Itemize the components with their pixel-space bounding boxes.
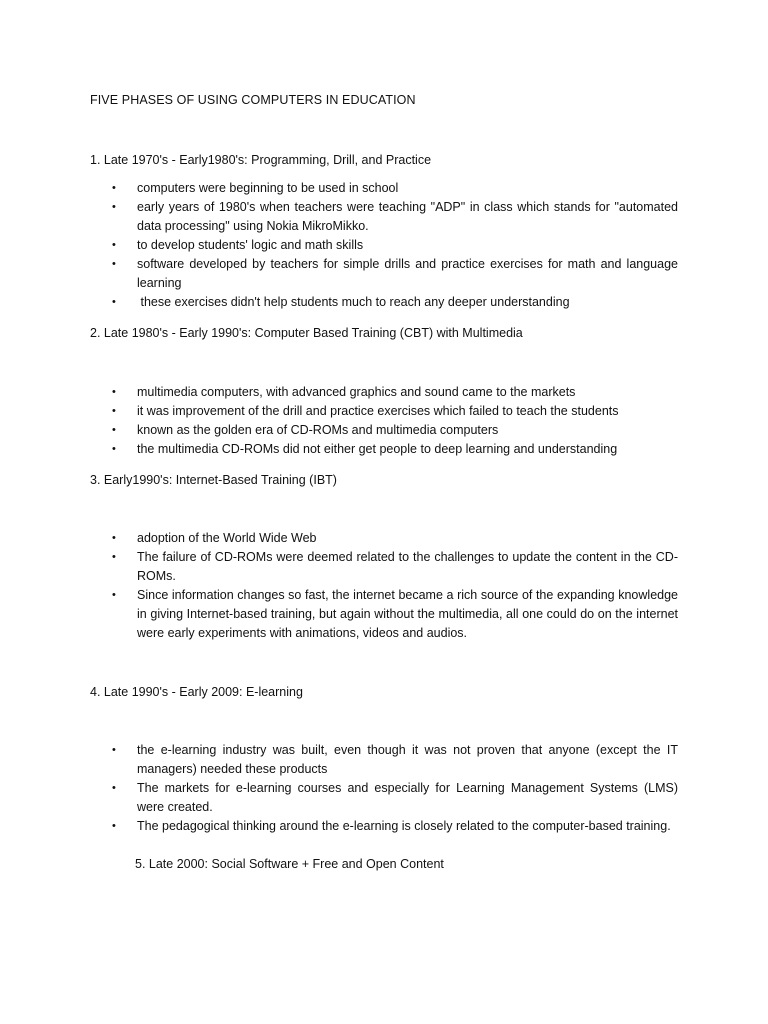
bullet-icon: • xyxy=(112,782,116,794)
list-item xyxy=(112,440,678,459)
bullet-icon: • xyxy=(112,201,116,213)
list-item xyxy=(112,741,678,779)
bullet-icon: • xyxy=(112,443,116,455)
list-item xyxy=(112,198,678,236)
bullet-text: computers were beginning to be used in school xyxy=(137,181,399,195)
list-item xyxy=(112,293,678,312)
bullet-icon: • xyxy=(112,182,116,194)
list-item xyxy=(112,779,678,817)
section-5-heading: 5. Late 2000: Social Software + Free and Open Content xyxy=(135,857,444,871)
section-2-heading: 2. Late 1980's - Early 1990's: Computer Based Training (CBT) with Multimedia xyxy=(90,326,523,340)
bullet-text: the multimedia CD-ROMs did not either get people to deep learning and understanding xyxy=(137,442,618,456)
bullet-icon: • xyxy=(112,296,116,308)
bullet-icon: • xyxy=(112,744,116,756)
section-4-heading: 4. Late 1990's - Early 2009: E-learning xyxy=(90,685,303,699)
bullet-icon: • xyxy=(112,258,116,270)
list-item xyxy=(112,179,678,198)
bullet-icon: • xyxy=(112,239,116,251)
bullet-text: adoption of the World Wide Web xyxy=(137,531,317,545)
bullet-text: early years of 1980's when teachers were teaching "ADP" in class which stands for "automated data processing" using Nokia MikroMikko. xyxy=(137,200,678,233)
bullet-text: software developed by teachers for simple drills and practice exercises for math and language learning xyxy=(137,257,678,290)
bullet-text: Since information changes so fast, the internet became a rich source of the expanding knowledge in giving Internet-based training, but again without the multimedia, all one could do on the internet were early experiments with animations, videos and audios. xyxy=(137,588,678,640)
list-item xyxy=(112,421,678,440)
bullet-text: these exercises didn't help students much to reach any deeper understanding xyxy=(137,295,570,309)
bullet-text: to develop students' logic and math skills xyxy=(137,238,364,252)
bullet-text: multimedia computers, with advanced graphics and sound came to the markets xyxy=(137,385,576,399)
bullet-text: The failure of CD-ROMs were deemed related to the challenges to update the content in the CD-ROMs. xyxy=(137,550,678,583)
list-item xyxy=(112,255,678,293)
section-3-heading: 3. Early1990's: Internet-Based Training (IBT) xyxy=(90,473,337,487)
list-item xyxy=(112,383,678,402)
bullet-icon: • xyxy=(112,820,116,832)
list-item xyxy=(112,529,678,548)
section-4-bullet-list xyxy=(112,741,678,836)
list-item xyxy=(112,548,678,586)
bullet-icon: • xyxy=(112,405,116,417)
document-title: FIVE PHASES OF USING COMPUTERS IN EDUCATION xyxy=(90,93,416,107)
list-item xyxy=(112,236,678,255)
list-item xyxy=(112,586,678,643)
section-3-bullet-list xyxy=(112,529,678,643)
section-2-bullet-list xyxy=(112,383,678,459)
bullet-icon: • xyxy=(112,532,116,544)
list-item xyxy=(112,402,678,421)
bullet-text: the e-learning industry was built, even though it was not proven that anyone (except the IT managers) needed these products xyxy=(137,743,678,776)
bullet-text: it was improvement of the drill and practice exercises which failed to teach the students xyxy=(137,404,619,418)
bullet-text: The markets for e-learning courses and especially for Learning Management Systems (LMS) were created. xyxy=(137,781,678,814)
section-1-bullet-list xyxy=(112,179,678,312)
bullet-text: known as the golden era of CD-ROMs and multimedia computers xyxy=(137,423,499,437)
bullet-icon: • xyxy=(112,386,116,398)
section-1-heading: 1. Late 1970's - Early1980's: Programming, Drill, and Practice xyxy=(90,153,432,167)
bullet-icon: • xyxy=(112,551,116,563)
bullet-icon: • xyxy=(112,424,116,436)
bullet-icon: • xyxy=(112,589,116,601)
list-item xyxy=(112,817,678,836)
bullet-text: The pedagogical thinking around the e-learning is closely related to the computer-based training. xyxy=(137,819,671,833)
